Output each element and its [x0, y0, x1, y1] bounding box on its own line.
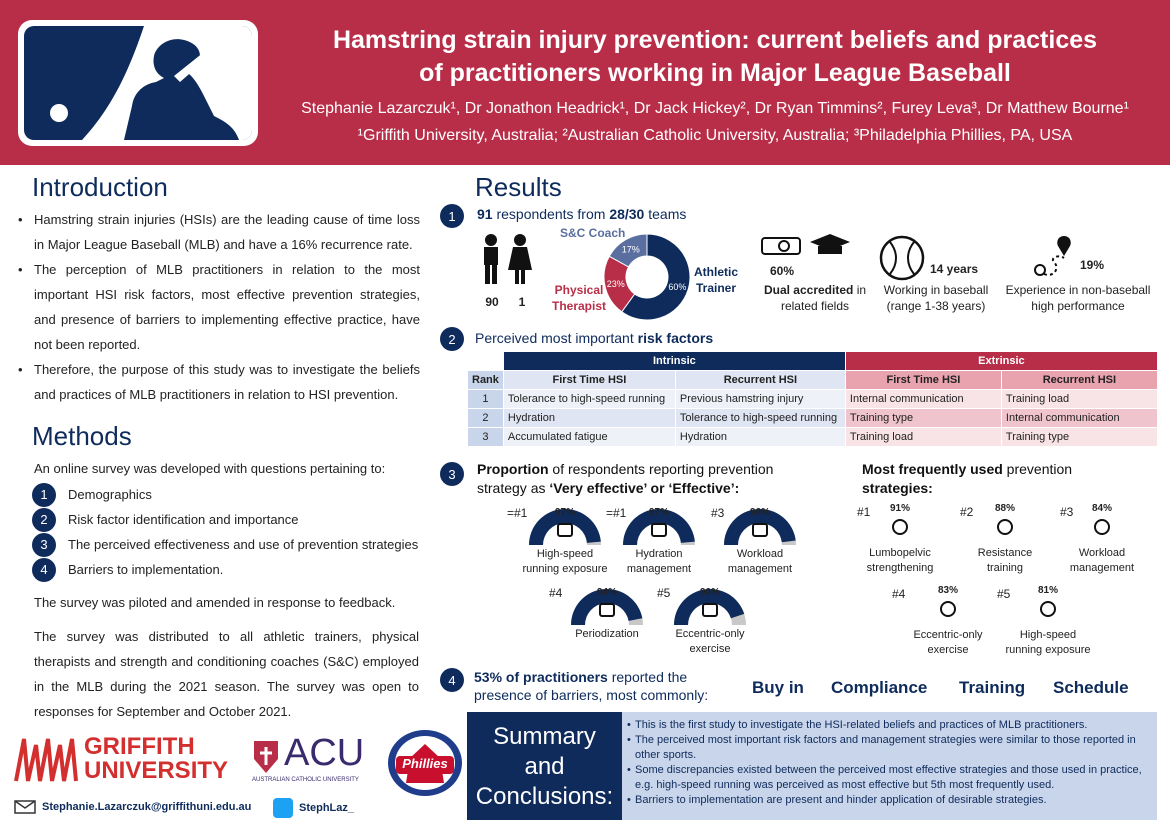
gauge-value: 97%: [554, 507, 575, 518]
used-label: Resistance training: [977, 547, 1033, 574]
map-pin-icon: [1030, 234, 1078, 282]
used-label: Workload management: [1069, 547, 1135, 574]
column-header: First Time HSI: [503, 371, 675, 390]
used-value: 84%: [1091, 503, 1112, 514]
number-badge: 4: [32, 558, 56, 582]
years-value: 14 years: [930, 262, 979, 276]
slice-label: 23%: [606, 278, 625, 289]
barriers-title: 53% of practitioners reported the presence of barriers, most commonly:: [474, 669, 709, 703]
gauge-rank: #4: [549, 586, 563, 600]
diploma-icon: [760, 232, 850, 260]
strategy-icon: [557, 523, 573, 537]
gauge-label: Hydration management: [626, 548, 692, 575]
number-badge: 4: [440, 668, 464, 692]
gauge-value: 96%: [749, 507, 770, 518]
used-label: Eccentric-only exercise: [913, 629, 983, 656]
methods-item-label: Demographics: [68, 487, 152, 502]
strategy-icon: [1040, 601, 1056, 617]
number-badge: 2: [32, 508, 56, 532]
column-header: Recurrent HSI: [1001, 371, 1157, 390]
barrier-label: Schedule: [1053, 678, 1129, 697]
effective-title: Proportion of respondents reporting prevention strategy as ‘Very effective’ or ‘Effective’:: [477, 461, 774, 496]
barrier-label: Training: [959, 678, 1026, 697]
used-title: Most frequently used prevention strategies:: [862, 461, 1073, 496]
number-badge: 1: [440, 204, 464, 228]
methods-list: [32, 482, 418, 582]
email-contact[interactable]: [14, 800, 251, 814]
gauge-value: 94%: [596, 587, 617, 598]
column-header: Rank: [468, 371, 504, 390]
intro-heading: Introduction: [32, 172, 168, 202]
baseball-icon: [878, 234, 926, 282]
barrier-label: Compliance: [831, 678, 928, 697]
intro-bullet: • Hamstring strain injuries (HSIs) are the leading cause of time loss in Major League Baseball (MLB) and have a 16% recurrence rate.: [20, 207, 420, 257]
male-count: 90: [485, 295, 499, 309]
used-rank: #4: [892, 587, 906, 601]
phillies-logo: [386, 728, 464, 798]
at-label: Athletic Trainer: [694, 265, 739, 295]
twitter-handle: StephLaz_: [299, 802, 355, 814]
intro-bullet: • The perception of MLB practitioners in relation to the most important HSI risk factors, most effective prevention strategies, and presence of barriers to implementing effective practice, have not been reported.: [20, 257, 420, 357]
results-heading: Results: [475, 172, 562, 202]
gauge-rank: #5: [657, 586, 671, 600]
university-text: UNIVERSITY: [84, 757, 229, 784]
griffith-logo: [14, 735, 249, 785]
used-value: 91%: [889, 503, 910, 514]
slice-label: 60%: [668, 281, 687, 292]
table-row: 3 Accumulated fatigue Hydration Training load Training type: [468, 428, 1158, 447]
methods-item-label: The perceived effectiveness and use of prevention strategies: [68, 537, 419, 552]
number-badge: 2: [440, 327, 464, 351]
strategy-icon: [599, 603, 615, 617]
gauge-value: 97%: [648, 507, 669, 518]
header-banner: [0, 0, 1170, 165]
methods-item: [32, 507, 418, 532]
gauge-label: Periodization: [575, 628, 639, 640]
experience-pct: 19%: [1080, 258, 1105, 272]
number-badge: 3: [440, 462, 464, 486]
table-row: 1 Tolerance to high-speed running Previous hamstring injury Internal communication Training load: [468, 390, 1158, 409]
used-value: 83%: [937, 585, 958, 596]
gauge-rank: #3: [711, 506, 725, 520]
mlb-logo: [18, 20, 258, 146]
twitter-icon: [273, 798, 293, 818]
affiliations: ¹Griffith University, Australia; ²Australian Catholic University, Australia; ³Philadelphia Phillies, PA, USA: [357, 127, 1073, 144]
griffith-text: GRIFFITH: [84, 733, 195, 760]
slice-label: 17%: [621, 244, 640, 255]
number-badge: 1: [32, 483, 56, 507]
summary-title: Summary and Conclusions:: [467, 712, 622, 820]
gauge-label: Workload management: [727, 548, 793, 575]
strategy-icon: [1094, 519, 1110, 535]
intro-bullet: • Therefore, the purpose of this study was to investigate the beliefs and practices of MLB practitioners in relation to HSI prevention.: [20, 357, 420, 407]
used-rank: #1: [857, 505, 871, 519]
female-count: 1: [518, 295, 526, 309]
column-header: Recurrent HSI: [675, 371, 845, 390]
methods-p2: The survey was distributed to all athletic trainers, physical therapists and strength and conditioning coaches (S&C) employed in the MLB during the 2021 season. The survey was open to responses for September and October 2021.: [34, 629, 419, 719]
strategy-icon: [651, 523, 667, 537]
table-row: 2 Hydration Tolerance to high-speed running Training type Internal communication: [468, 409, 1158, 428]
gauge-rank: =#1: [606, 506, 627, 520]
strategy-icon: [997, 519, 1013, 535]
gender-icon: [476, 232, 538, 287]
summary-point: • Barriers to implementation are present and hinder application of desirable strategies.: [627, 793, 1152, 808]
used-rank: #3: [1060, 505, 1074, 519]
methods-item-label: Risk factor identification and importance: [68, 512, 299, 527]
phillies-text: Phillies: [402, 756, 448, 771]
email-text: Stephanie.Lazarczuk@griffithuni.edu.au: [42, 801, 252, 813]
sc-label: S&C Coach: [560, 226, 626, 240]
used-label: High-speed running exposure: [1005, 629, 1091, 656]
gauge-rank: =#1: [507, 506, 528, 520]
years-label: Working in baseball (range 1-38 years): [883, 283, 989, 313]
intro-list: [20, 207, 420, 407]
summary-point: • This is the first study to investigate the HSI-related beliefs and practices of MLB practitioners.: [627, 718, 1152, 733]
strategy-icon: [752, 523, 768, 537]
used-label: Lumbopelvic strengthening: [866, 547, 934, 574]
summary-box: [467, 712, 1157, 820]
strategy-icon: [702, 603, 718, 617]
dual-pct: 60%: [770, 264, 795, 278]
gauge-value: 90%: [699, 587, 720, 598]
methods-heading: Methods: [32, 421, 132, 451]
methods-item: [32, 532, 418, 557]
poster-title: Hamstring strain injury prevention: current beliefs and practices of practitioners working in Major League Baseball: [332, 26, 1098, 87]
authors: Stephanie Lazarczuk¹, Dr Jonathon Headrick¹, Dr Jack Hickey², Dr Ryan Timmins², Furey Leva³, Dr Matthew Bourne¹: [301, 100, 1129, 117]
used-rank: #5: [997, 587, 1011, 601]
methods-intro: An online survey was developed with questions pertaining to:: [34, 461, 386, 476]
experience-label: Experience in non-baseball high performance: [1005, 283, 1151, 313]
strategy-icon: [892, 519, 908, 535]
gauge-label: High-speed running exposure: [522, 548, 608, 575]
methods-item: [32, 482, 418, 507]
number-badge: 3: [32, 533, 56, 557]
dual-label: Dual accredited in related fields: [763, 283, 867, 313]
mail-icon: [14, 800, 36, 814]
methods-p1: The survey was piloted and amended in response to feedback.: [34, 595, 396, 610]
strategy-icon: [940, 601, 956, 617]
used-value: 88%: [994, 503, 1015, 514]
column-header: First Time HSI: [845, 371, 1001, 390]
methods-item-label: Barriers to implementation.: [68, 562, 224, 577]
gauge-label: Eccentric-only exercise: [675, 628, 745, 655]
intrinsic-header: Intrinsic: [503, 352, 845, 371]
used-rank: #2: [960, 505, 974, 519]
barrier-label: Buy in: [752, 678, 804, 697]
acu-text: ACU: [284, 732, 365, 774]
methods-item: [32, 557, 418, 582]
risk-factors-table: [467, 351, 1158, 447]
pt-label: Physical Therapist: [552, 283, 607, 313]
extrinsic-header: Extrinsic: [845, 352, 1157, 371]
respondent-donut-chart: [602, 232, 692, 322]
risk-factors-title: Perceived most important risk factors: [475, 330, 714, 346]
respondents-line: 91 respondents from 28/30 teams: [477, 206, 687, 222]
acu-logo: [252, 733, 380, 788]
summary-point: • Some discrepancies existed between the perceived most effective strategies and those used in practice, e.g. high-speed running was perceived as most effective but 5th most frequently used.: [627, 763, 1152, 793]
twitter-contact[interactable]: [273, 798, 354, 818]
summary-point: • The perceived most important risk factors and management strategies were similar to those reported in other sports.: [627, 733, 1152, 763]
summary-list: [627, 718, 1152, 808]
acu-subtitle: AUSTRALIAN CATHOLIC UNIVERSITY: [252, 777, 359, 783]
used-value: 81%: [1037, 585, 1058, 596]
